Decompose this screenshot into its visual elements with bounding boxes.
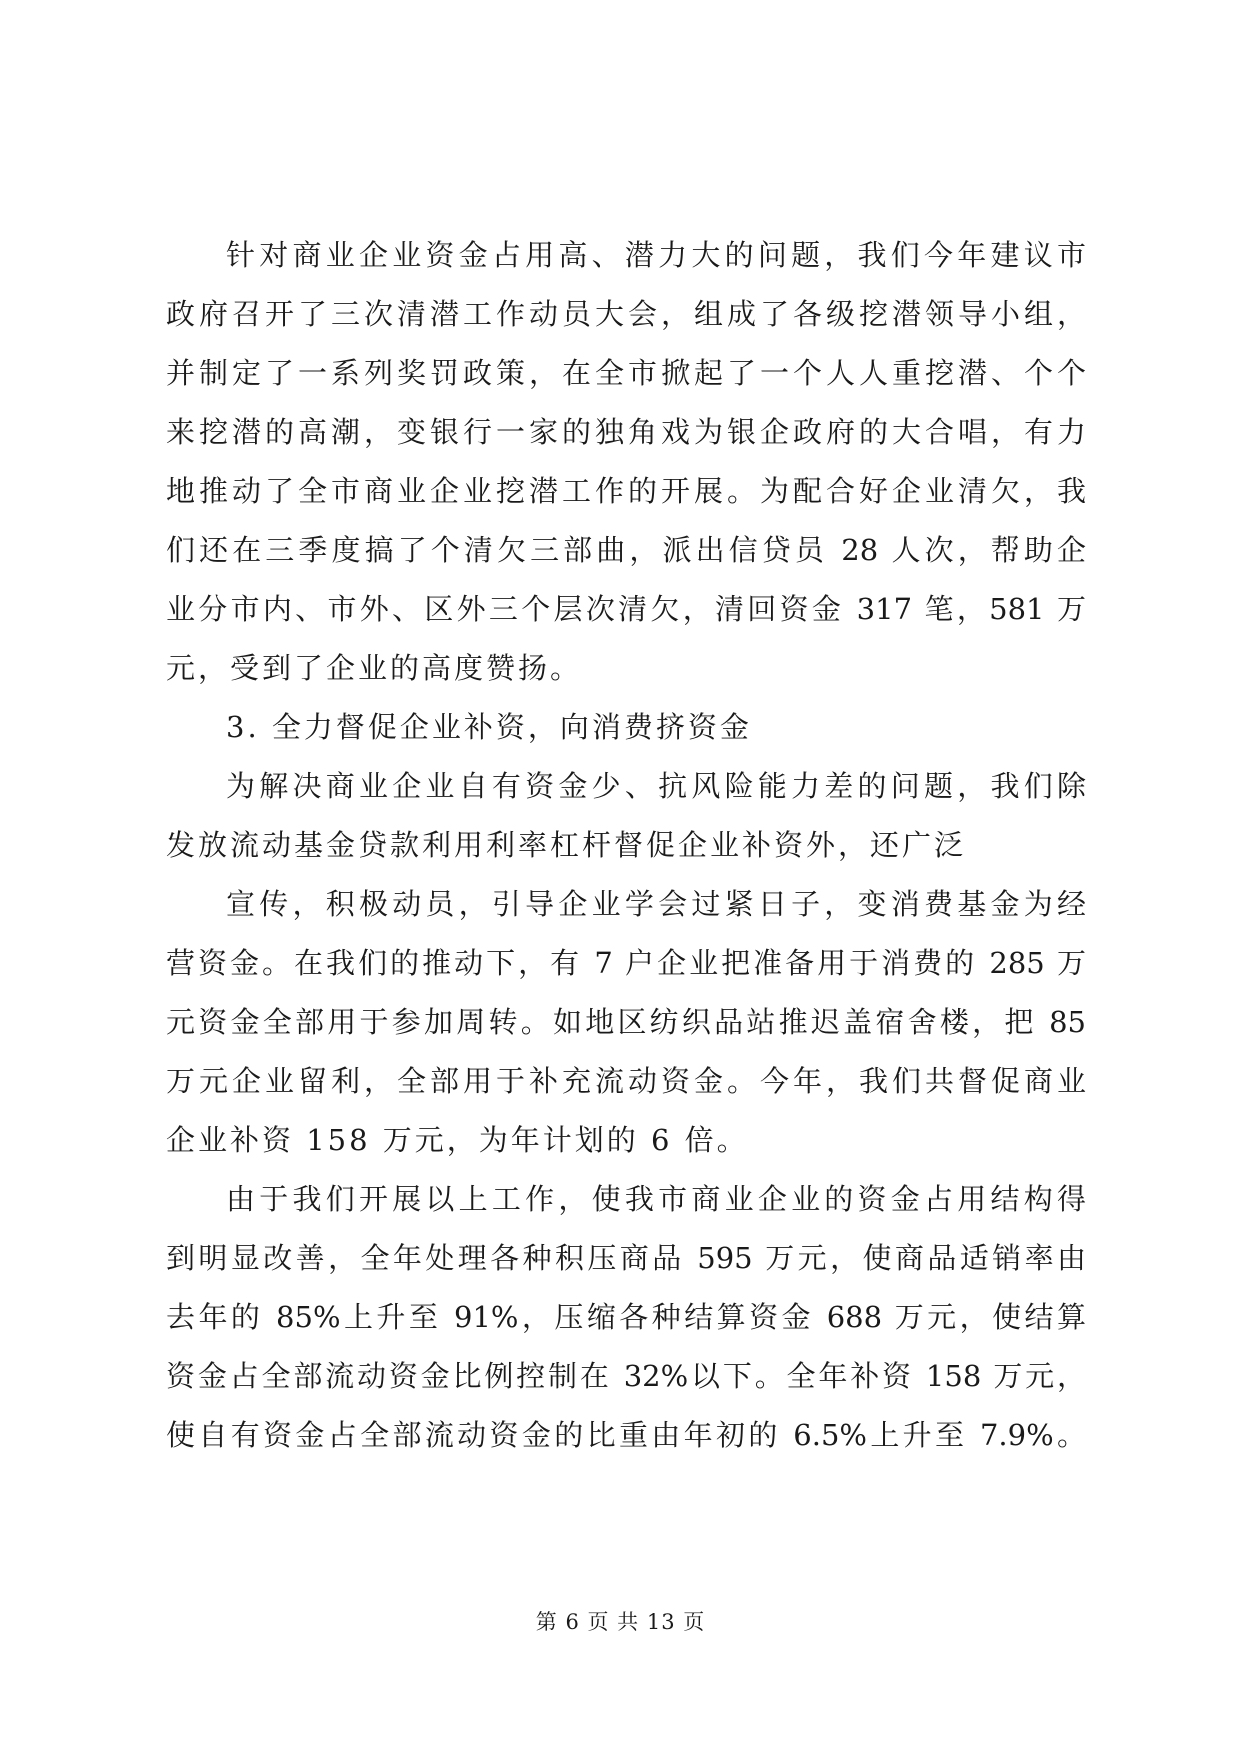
- paragraph-line: 发放流动基金贷款利用利率杠杆督促企业补资外，还广泛: [166, 828, 967, 862]
- paragraph-line: 万元企业留利，全部用于补充流动资金。今年，我们共督促商业: [166, 1064, 1086, 1098]
- paragraph-line: 资金占全部流动资金比例控制在 32%以下。全年补资 158 万元，: [166, 1359, 1086, 1393]
- paragraph-line: 地推动了全市商业企业挖潜工作的开展。为配合好企业清欠，我: [166, 474, 1086, 508]
- paragraph-line: 并制定了一系列奖罚政策，在全市掀起了一个人人重挖潜、个个: [166, 356, 1086, 390]
- paragraph-line: 使自有资金占全部流动资金的比重由年初的 6.5%上升至 7.9%。: [166, 1418, 1086, 1452]
- page-footer: 第 6 页 共 13 页: [535, 1610, 706, 1634]
- paragraph-line: 到明显改善，全年处理各种积压商品 595 万元，使商品适销率由: [166, 1241, 1086, 1275]
- paragraph-line: 企业补资 158 万元，为年计划的 6 倍。: [166, 1123, 749, 1157]
- paragraph-line: 去年的 85%上升至 91%，压缩各种结算资金 688 万元，使结算: [166, 1300, 1086, 1334]
- paragraph-line: 宣传，积极动员，引导企业学会过紧日子，变消费基金为经: [226, 887, 1086, 921]
- paragraph-line: 针对商业企业资金占用高、潜力大的问题，我们今年建议市: [226, 238, 1086, 272]
- section-heading: 3. 全力督促企业补资，向消费挤资金: [226, 710, 752, 744]
- paragraph-line: 营资金。在我们的推动下，有 7 户企业把准备用于消费的 285 万: [166, 946, 1086, 980]
- paragraph-line: 由于我们开展以上工作，使我市商业企业的资金占用结构得: [226, 1182, 1086, 1216]
- paragraph-line: 元，受到了企业的高度赞扬。: [166, 651, 583, 685]
- paragraph-line: 元资金全部用于参加周转。如地区纺织品站推迟盖宿舍楼，把 85: [166, 1005, 1086, 1039]
- paragraph-line: 们还在三季度搞了个清欠三部曲，派出信贷员 28 人次，帮助企: [166, 533, 1086, 567]
- paragraph-line: 来挖潜的高潮，变银行一家的独角戏为银企政府的大合唱，有力: [166, 415, 1086, 449]
- paragraph-line: 政府召开了三次清潜工作动员大会，组成了各级挖潜领导小组，: [166, 297, 1086, 331]
- paragraph-line: 为解决商业企业自有资金少、抗风险能力差的问题，我们除: [226, 769, 1086, 803]
- paragraph-line: 业分市内、市外、区外三个层次清欠，清回资金 317 笔，581 万: [166, 592, 1086, 626]
- body-text: [166, 226, 1086, 1465]
